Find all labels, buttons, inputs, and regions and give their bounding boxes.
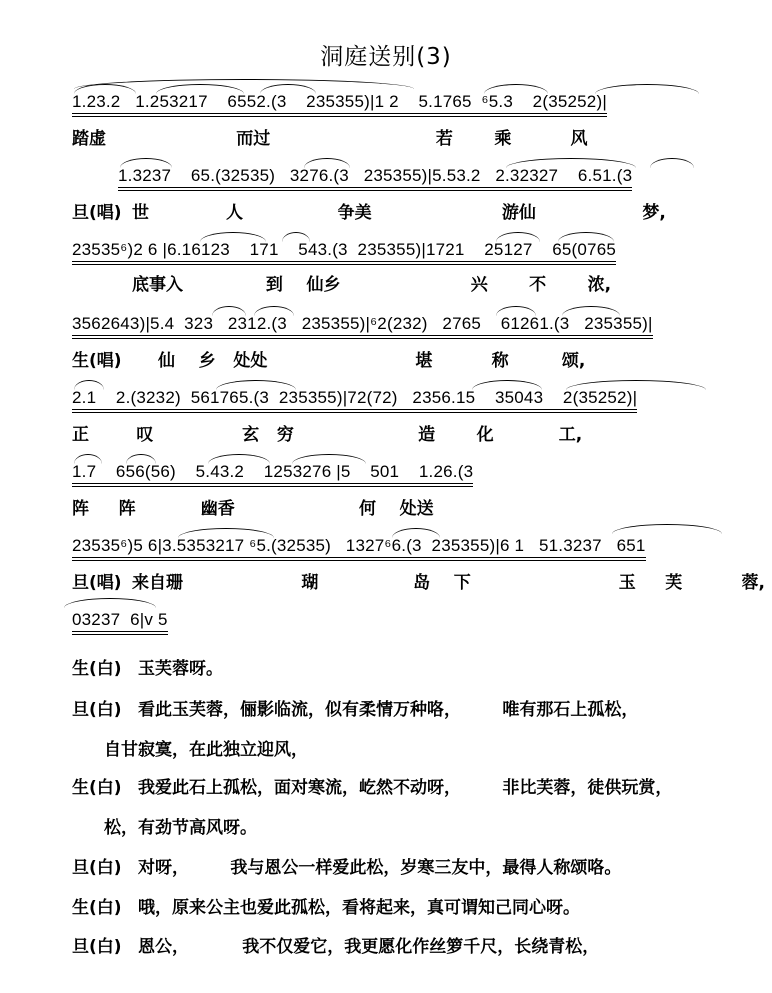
slur bbox=[496, 306, 536, 316]
lyric-line-5: 正 叹 玄 穷 造 化 工, bbox=[72, 425, 583, 445]
slur bbox=[496, 232, 540, 242]
slur bbox=[392, 528, 440, 538]
role-label: 旦(唱) bbox=[72, 203, 122, 223]
notation-line-2: 1.3237 65.(32535) 3276.(3 235355)|5.53.2 2.32327 6.51.(3 bbox=[118, 166, 632, 188]
dialogue-role: 旦(白) bbox=[72, 858, 122, 878]
slur bbox=[212, 306, 246, 316]
slur bbox=[120, 158, 172, 168]
slur bbox=[74, 79, 414, 89]
slur bbox=[292, 454, 366, 464]
lyric-line-3: 底事入 到 仙乡 兴 不 浓, bbox=[132, 275, 612, 295]
dialogue-text: 恩公， 我不仅爱它，我更愿化作丝箩千尺，长绕青松， bbox=[138, 937, 600, 957]
dialogue-role: 生(白) bbox=[72, 778, 122, 798]
dialogue-role: 旦(白) bbox=[72, 937, 122, 957]
lyric-line-2: 世 人 争美 游仙 梦, bbox=[132, 203, 666, 223]
lyric-line-4: 仙 乡 处处 堪 称 颂, bbox=[158, 351, 586, 371]
dialogue-text: 玉芙蓉呀。 bbox=[138, 659, 223, 679]
dialogue-text: 松，有劲节高风呀。 bbox=[104, 818, 257, 838]
dialogue-text: 哦，原来公主也爱此孤松，看将起来，真可谓知己同心呀。 bbox=[138, 898, 580, 918]
slur bbox=[216, 380, 296, 390]
slur bbox=[64, 598, 156, 608]
lyric-line-7: 来自珊 瑚 岛 下 玉 芙 蓉, bbox=[132, 573, 765, 593]
slur bbox=[74, 454, 102, 464]
dialogue-text: 看此玉芙蓉，俪影临流，似有柔情万种咯， 唯有那石上孤松， bbox=[138, 700, 639, 720]
slur bbox=[472, 380, 542, 390]
notation-line-1: 1.23.2 1.253217 6552.(3 235355)|1 2 5.1765 ⁶5.3 2(35252)| bbox=[72, 92, 607, 114]
lyric-line-1: 踏虚 而过 若 乘 风 bbox=[72, 129, 588, 149]
dialogue-role: 生(白) bbox=[72, 898, 122, 918]
notation-line-4: 3562643)|5.4 323 2312.(3 235355)|⁶2(232) 2765 61261.(3 235355)| bbox=[72, 314, 653, 336]
slur bbox=[558, 232, 614, 242]
slur bbox=[506, 158, 636, 168]
notation-line-3: 23535⁶)2 6 |6.16123 171 543.(3 235355)|1721 25127 65(0765 bbox=[72, 240, 616, 262]
role-label: 旦(唱) bbox=[72, 573, 122, 593]
slur bbox=[612, 524, 722, 534]
slur bbox=[74, 380, 104, 390]
slur bbox=[562, 306, 620, 316]
slur bbox=[566, 380, 706, 390]
dialogue-text: 自甘寂寞，在此独立迎风， bbox=[104, 740, 308, 760]
slur bbox=[484, 84, 548, 94]
slur bbox=[254, 306, 294, 316]
page-title: 洞庭送别(3) bbox=[320, 44, 452, 70]
dialogue-text: 我爱此石上孤松，面对寒流，屹然不动呀， 非比芙蓉，徒供玩赏， bbox=[138, 778, 673, 798]
slur bbox=[200, 232, 266, 242]
notation-line-7: 23535⁶)5 6|3.5353217 ⁶5.(32535) 1327⁶6.(3 235355)|6 1 51.3237 651 bbox=[72, 536, 646, 558]
slur bbox=[282, 232, 310, 242]
role-label: 生(唱) bbox=[72, 351, 122, 371]
slur bbox=[178, 528, 274, 538]
dialogue-text: 对呀， 我与恩公一样爱此松，岁寒三友中，最得人称颂咯。 bbox=[138, 858, 622, 878]
slur bbox=[126, 454, 156, 464]
slur bbox=[208, 454, 270, 464]
dialogue-role: 旦(白) bbox=[72, 700, 122, 720]
dialogue-role: 生(白) bbox=[72, 659, 122, 679]
slur bbox=[650, 158, 694, 168]
lyric-line-6: 阵 阵 幽香 何 处送 bbox=[72, 499, 434, 519]
slur bbox=[304, 158, 350, 168]
notation-line-5: 2.1 2.(3232) 561765.(3 235355)|72(72) 2356.15 35043 2(35252)| bbox=[72, 388, 637, 410]
slur bbox=[595, 84, 699, 94]
notation-line-8: 03237 6|v 5 bbox=[72, 610, 168, 632]
notation-line-6: 1.7 656(56) 5.43.2 1253276 |5 501 1.26.(3 bbox=[72, 462, 473, 484]
